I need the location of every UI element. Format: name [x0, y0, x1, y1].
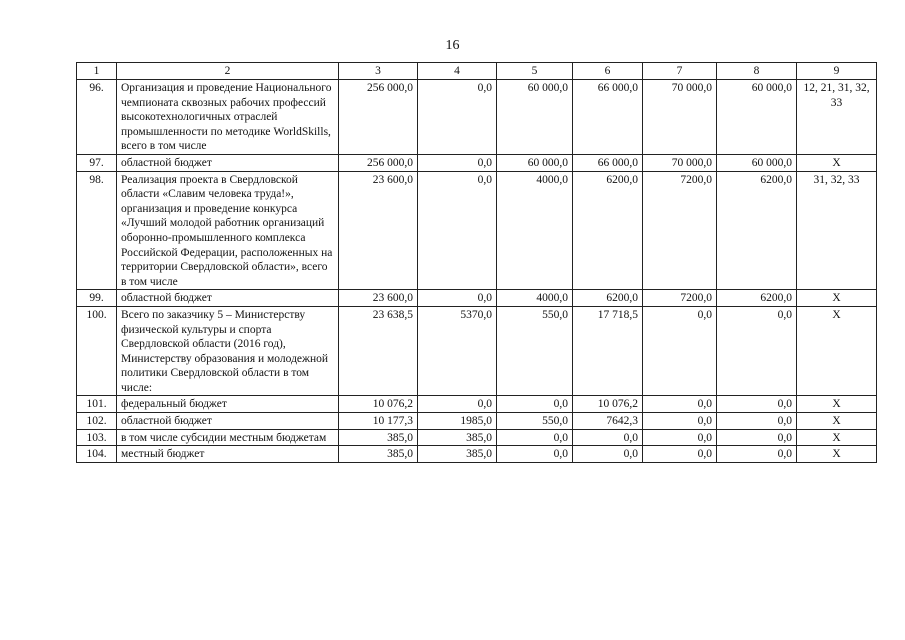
- cell-col9: 31, 32, 33: [797, 171, 877, 290]
- cell-col9: X: [797, 429, 877, 446]
- row-name: областной бюджет: [117, 290, 339, 307]
- table-row: [77, 446, 877, 463]
- column-header: 9: [797, 63, 877, 80]
- cell-col7: 0,0: [643, 446, 717, 463]
- column-header: 7: [643, 63, 717, 80]
- table-row: [77, 429, 877, 446]
- cell-col3: 256 000,0: [339, 80, 418, 155]
- table-row: [77, 290, 877, 307]
- cell-col9: X: [797, 290, 877, 307]
- row-number: 98.: [77, 171, 117, 290]
- row-name: местный бюджет: [117, 446, 339, 463]
- cell-col3: 10 177,3: [339, 413, 418, 430]
- cell-col5: 550,0: [497, 306, 573, 396]
- cell-col3: 10 076,2: [339, 396, 418, 413]
- page-number: 16: [445, 38, 460, 53]
- cell-col5: 4000,0: [497, 171, 573, 290]
- cell-col8: 0,0: [717, 306, 797, 396]
- cell-col3: 23 638,5: [339, 306, 418, 396]
- cell-col9: X: [797, 396, 877, 413]
- table-row: [77, 306, 877, 396]
- cell-col4: 5370,0: [418, 306, 497, 396]
- cell-col8: 0,0: [717, 429, 797, 446]
- cell-col4: 0,0: [418, 154, 497, 171]
- row-name: Организация и проведение Национального чемпионата сквозных рабочих профессий высокотехнологичных отраслей промышленности по методике WorldSkills, всего в том числе: [117, 80, 339, 155]
- column-header: 2: [117, 63, 339, 80]
- row-number: 97.: [77, 154, 117, 171]
- table-row: [77, 171, 877, 290]
- cell-col7: 7200,0: [643, 171, 717, 290]
- table-row: [77, 396, 877, 413]
- cell-col7: 0,0: [643, 413, 717, 430]
- column-header: 8: [717, 63, 797, 80]
- cell-col7: 70 000,0: [643, 80, 717, 155]
- row-name: Всего по заказчику 5 – Министерству физической культуры и спорта Свердловской области (2016 год), Министерству образования и молодежной политики Свердловской области в том числе:: [117, 306, 339, 396]
- cell-col5: 550,0: [497, 413, 573, 430]
- cell-col7: 0,0: [643, 396, 717, 413]
- cell-col6: 7642,3: [573, 413, 643, 430]
- cell-col3: 256 000,0: [339, 154, 418, 171]
- cell-col7: 7200,0: [643, 290, 717, 307]
- cell-col9: X: [797, 306, 877, 396]
- cell-col3: 23 600,0: [339, 171, 418, 290]
- cell-col4: 0,0: [418, 396, 497, 413]
- cell-col6: 6200,0: [573, 290, 643, 307]
- cell-col3: 23 600,0: [339, 290, 418, 307]
- cell-col8: 0,0: [717, 396, 797, 413]
- row-name: федеральный бюджет: [117, 396, 339, 413]
- cell-col3: 385,0: [339, 446, 418, 463]
- cell-col6: 66 000,0: [573, 154, 643, 171]
- cell-col8: 0,0: [717, 446, 797, 463]
- cell-col5: 60 000,0: [497, 154, 573, 171]
- cell-col7: 70 000,0: [643, 154, 717, 171]
- cell-col4: 385,0: [418, 446, 497, 463]
- cell-col4: 0,0: [418, 290, 497, 307]
- table-row: [77, 413, 877, 430]
- cell-col8: 60 000,0: [717, 154, 797, 171]
- header-row: [77, 63, 877, 80]
- column-header: 5: [497, 63, 573, 80]
- cell-col8: 60 000,0: [717, 80, 797, 155]
- row-number: 101.: [77, 396, 117, 413]
- row-number: 100.: [77, 306, 117, 396]
- cell-col6: 0,0: [573, 446, 643, 463]
- row-number: 104.: [77, 446, 117, 463]
- table-row: [77, 154, 877, 171]
- cell-col6: 6200,0: [573, 171, 643, 290]
- cell-col4: 0,0: [418, 80, 497, 155]
- cell-col7: 0,0: [643, 429, 717, 446]
- row-name: областной бюджет: [117, 154, 339, 171]
- cell-col5: 0,0: [497, 396, 573, 413]
- row-number: 102.: [77, 413, 117, 430]
- row-number: 99.: [77, 290, 117, 307]
- cell-col7: 0,0: [643, 306, 717, 396]
- cell-col4: 385,0: [418, 429, 497, 446]
- cell-col8: 0,0: [717, 413, 797, 430]
- row-name: в том числе субсидии местным бюджетам: [117, 429, 339, 446]
- cell-col8: 6200,0: [717, 171, 797, 290]
- cell-col9: X: [797, 413, 877, 430]
- cell-col6: 17 718,5: [573, 306, 643, 396]
- cell-col5: 4000,0: [497, 290, 573, 307]
- cell-col9: X: [797, 154, 877, 171]
- cell-col4: 1985,0: [418, 413, 497, 430]
- cell-col4: 0,0: [418, 171, 497, 290]
- row-number: 96.: [77, 80, 117, 155]
- cell-col6: 0,0: [573, 429, 643, 446]
- column-header: 3: [339, 63, 418, 80]
- cell-col9: X: [797, 446, 877, 463]
- column-header: 1: [77, 63, 117, 80]
- row-number: 103.: [77, 429, 117, 446]
- cell-col6: 10 076,2: [573, 396, 643, 413]
- column-header: 4: [418, 63, 497, 80]
- budget-table: [76, 62, 877, 463]
- cell-col6: 66 000,0: [573, 80, 643, 155]
- cell-col8: 6200,0: [717, 290, 797, 307]
- cell-col5: 0,0: [497, 429, 573, 446]
- row-name: Реализация проекта в Свердловской области «Славим человека труда!», организация и проведение конкурса «Лучший молодой работник организаций оборонно-промышленного комплекса Российской Федерации, расположенных на территории Свердловской области», всего в том числе: [117, 171, 339, 290]
- cell-col5: 60 000,0: [497, 80, 573, 155]
- cell-col5: 0,0: [497, 446, 573, 463]
- row-name: областной бюджет: [117, 413, 339, 430]
- cell-col9: 12, 21, 31, 32, 33: [797, 80, 877, 155]
- table-row: [77, 80, 877, 155]
- cell-col3: 385,0: [339, 429, 418, 446]
- column-header: 6: [573, 63, 643, 80]
